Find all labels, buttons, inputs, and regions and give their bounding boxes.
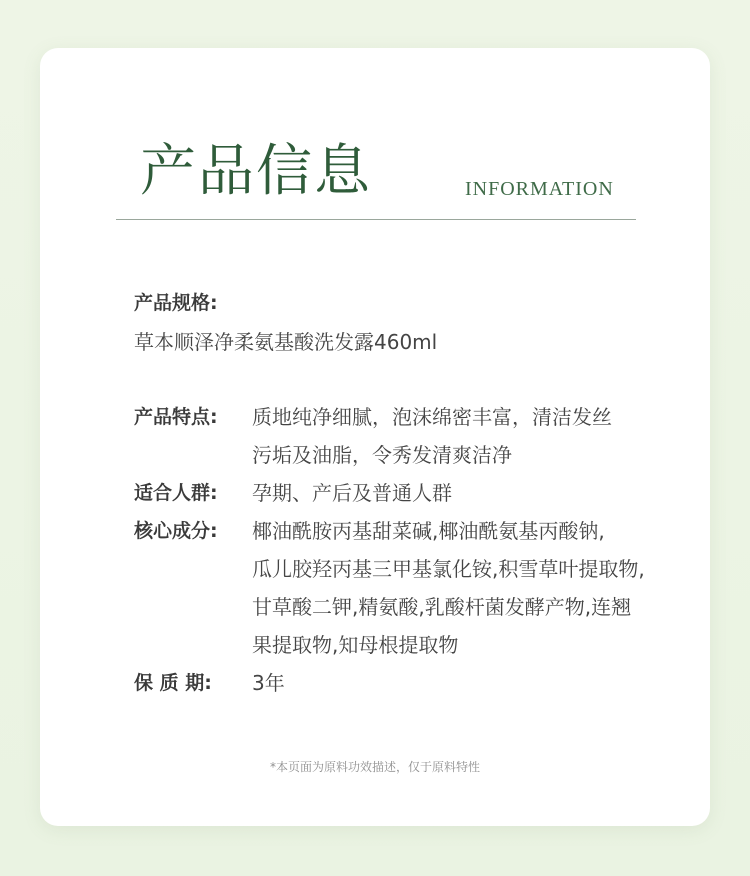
- audience-label: 适合人群:: [134, 482, 218, 504]
- ingredients-line: 果提取物,知母根提取物: [252, 633, 459, 657]
- features-line: 质地纯净细腻，泡沫绵密丰富，清洁发丝: [252, 405, 612, 429]
- info-row-shelf-life: [134, 664, 704, 702]
- shelf-life-value: [252, 664, 704, 702]
- ingredients-line: 瓜儿胶羟丙基三甲基氯化铵,积雪草叶提取物,: [252, 557, 645, 581]
- info-card: [40, 48, 710, 826]
- info-rows: [134, 398, 704, 702]
- shelf-life-label: 保 质 期:: [134, 672, 212, 694]
- ingredients-line: 甘草酸二钾,精氨酸,乳酸杆菌发酵产物,连翘: [252, 595, 632, 619]
- footnote: *本页面为原料功效描述，仅于原料特性: [269, 760, 480, 774]
- audience-value: [252, 474, 704, 512]
- features-line: 污垢及油脂，令秀发清爽洁净: [252, 443, 512, 467]
- spec-value: 草本顺泽净柔氨基酸洗发露460ml: [134, 330, 438, 354]
- page-subtitle: INFORMATION: [465, 178, 614, 200]
- spec-label: 产品规格:: [134, 292, 218, 314]
- ingredients-value: [252, 512, 704, 664]
- features-label: 产品特点:: [134, 406, 218, 428]
- title-divider: [116, 219, 636, 220]
- info-row-features: [134, 398, 704, 474]
- info-row-ingredients: [134, 512, 704, 664]
- page-title: 产品信息: [140, 139, 372, 204]
- info-row-audience: [134, 474, 704, 512]
- shelf-life-line: 3年: [252, 671, 285, 695]
- ingredients-line: 椰油酰胺丙基甜菜碱,椰油酰氨基丙酸钠,: [252, 519, 605, 543]
- ingredients-label: 核心成分:: [134, 520, 218, 542]
- audience-line: 孕期、产后及普通人群: [252, 481, 452, 505]
- features-value: [252, 398, 704, 474]
